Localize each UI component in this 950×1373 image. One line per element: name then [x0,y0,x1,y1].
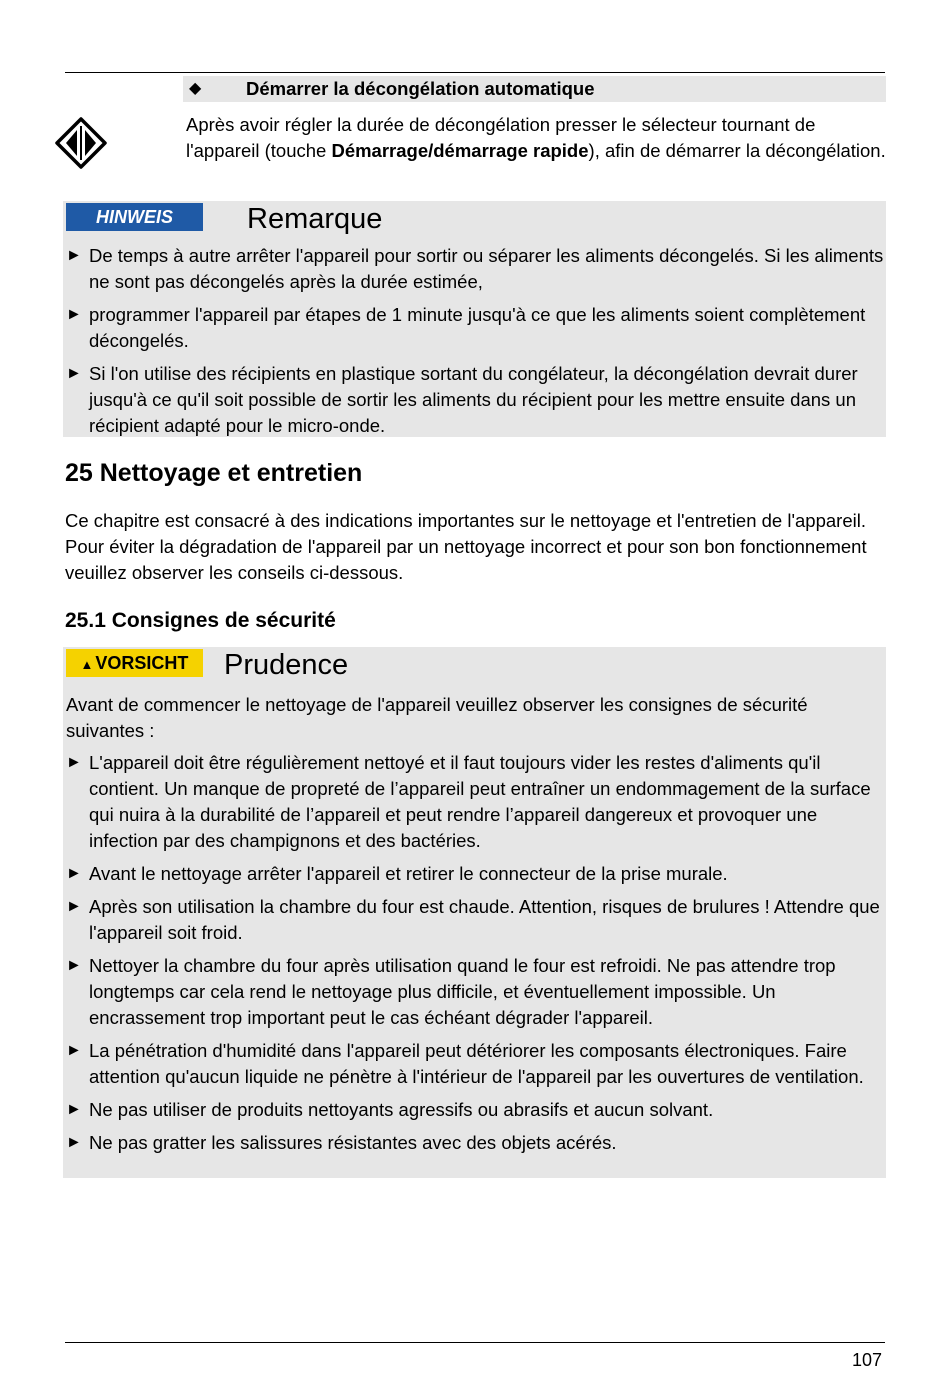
key-name: Démarrage/démarrage rapide [331,140,589,161]
section-heading: 25 Nettoyage et entretien [65,459,363,487]
step-instruction: Après avoir régler la durée de décongélation presser le sélecteur tournant de l'appareil (touche Démarrage/démarrage rapide), afin de démarrer la décongélation. [186,114,886,161]
arrow-bullet-icon: ► [66,365,82,382]
hinweis-badge: HINWEIS [66,203,203,231]
page-number: 107 [851,1350,882,1370]
header-rule [65,72,885,73]
list-item: ► Nettoyer la chambre du four après utilisation quand le four est refroidi. Ne pas attendre trop longtemps car cela rend le nettoyage plus difficile, et éventuellement impossible. Un encrassement trop important peut le cas échéant dégrader l'appareil. [66,955,836,1028]
list-item: ► Avant le nettoyage arrêter l'appareil et retirer le connecteur de la prise murale. [66,861,884,887]
arrow-bullet-icon: ► [66,1101,82,1118]
arrow-bullet-icon: ► [66,957,82,974]
notice-list [66,243,884,446]
arrow-bullet-icon: ► [66,898,82,915]
list-item: ► Ne pas utiliser de produits nettoyants agressifs ou abrasifs et aucun solvant. [66,1097,884,1123]
start-quick-start-icon [55,117,107,169]
list-item: ► Après son utilisation la chambre du four est chaude. Attention, risques de brulures ! Attendre que l'appareil soit froid. [66,896,880,943]
arrow-bullet-icon: ► [66,306,82,323]
caution-intro: Avant de commencer le nettoyage de l'appareil veuillez observer les consignes de sécurité suivantes : [66,694,808,741]
list-item: ► programmer l'appareil par étapes de 1 minute jusqu'à ce que les aliments soient complètement décongelés. [66,304,866,351]
diamond-bullet-icon: ◆ [189,80,202,97]
section-paragraph: Ce chapitre est consacré à des indications importantes sur le nettoyage et l'entretien de l'appareil. Pour éviter la dégradation de l'appareil par un nettoyage incorrect et pour son bon fonctionnement veuillez observer les conseils ci-dessous. [65,510,867,583]
footer-rule [65,1342,885,1343]
list-item: ► L'appareil doit être régulièrement nettoyé et il faut toujours vider les restes d'aliments qu'il contient. Un manque de propreté de l’appareil peut entraîner un endommagement de la surface qui nuira à la durabilité de l’appareil et peut rendre l’appareil dangereux et provoquer une infection par des champignons et des bactéries. [66,752,871,851]
caution-box [63,647,886,1178]
arrow-bullet-icon: ► [66,754,82,771]
list-item: ► La pénétration d'humidité dans l'appareil peut détériorer les composants électroniques. Faire attention qu'aucun liquide ne pénètre à l'intérieur de l'appareil par les ouvertures de ventilation. [66,1040,864,1087]
notice-box [63,201,886,437]
notice-title: Remarque [247,203,383,235]
arrow-bullet-icon: ► [66,1042,82,1059]
caution-list [66,750,884,1163]
step-heading-text: Démarrer la décongélation automatique [246,78,595,99]
list-item: ► De temps à autre arrêter l'appareil pour sortir ou séparer les aliments décongelés. Si les aliments ne sont pas décongelés après la durée estimée, [66,245,884,292]
step-heading [183,76,886,102]
vorsicht-badge: ▲ VORSICHT [66,649,203,677]
list-item: ► Ne pas gratter les salissures résistantes avec des objets acérés. [66,1130,884,1156]
caution-title: Prudence [224,649,349,681]
warning-triangle-icon: ▲ [80,657,94,672]
subsection-heading: 25.1 Consignes de sécurité [65,609,336,632]
arrow-bullet-icon: ► [66,1134,82,1151]
list-item: ► Si l'on utilise des récipients en plastique sortant du congélateur, la décongélation devrait durer jusqu'à ce qu'il soit possible de sortir les aliments du récipient pour les mettre ensuite dans un récipient adapté pour le micro-onde. [66,363,858,436]
arrow-bullet-icon: ► [66,865,82,882]
arrow-bullet-icon: ► [66,247,82,264]
